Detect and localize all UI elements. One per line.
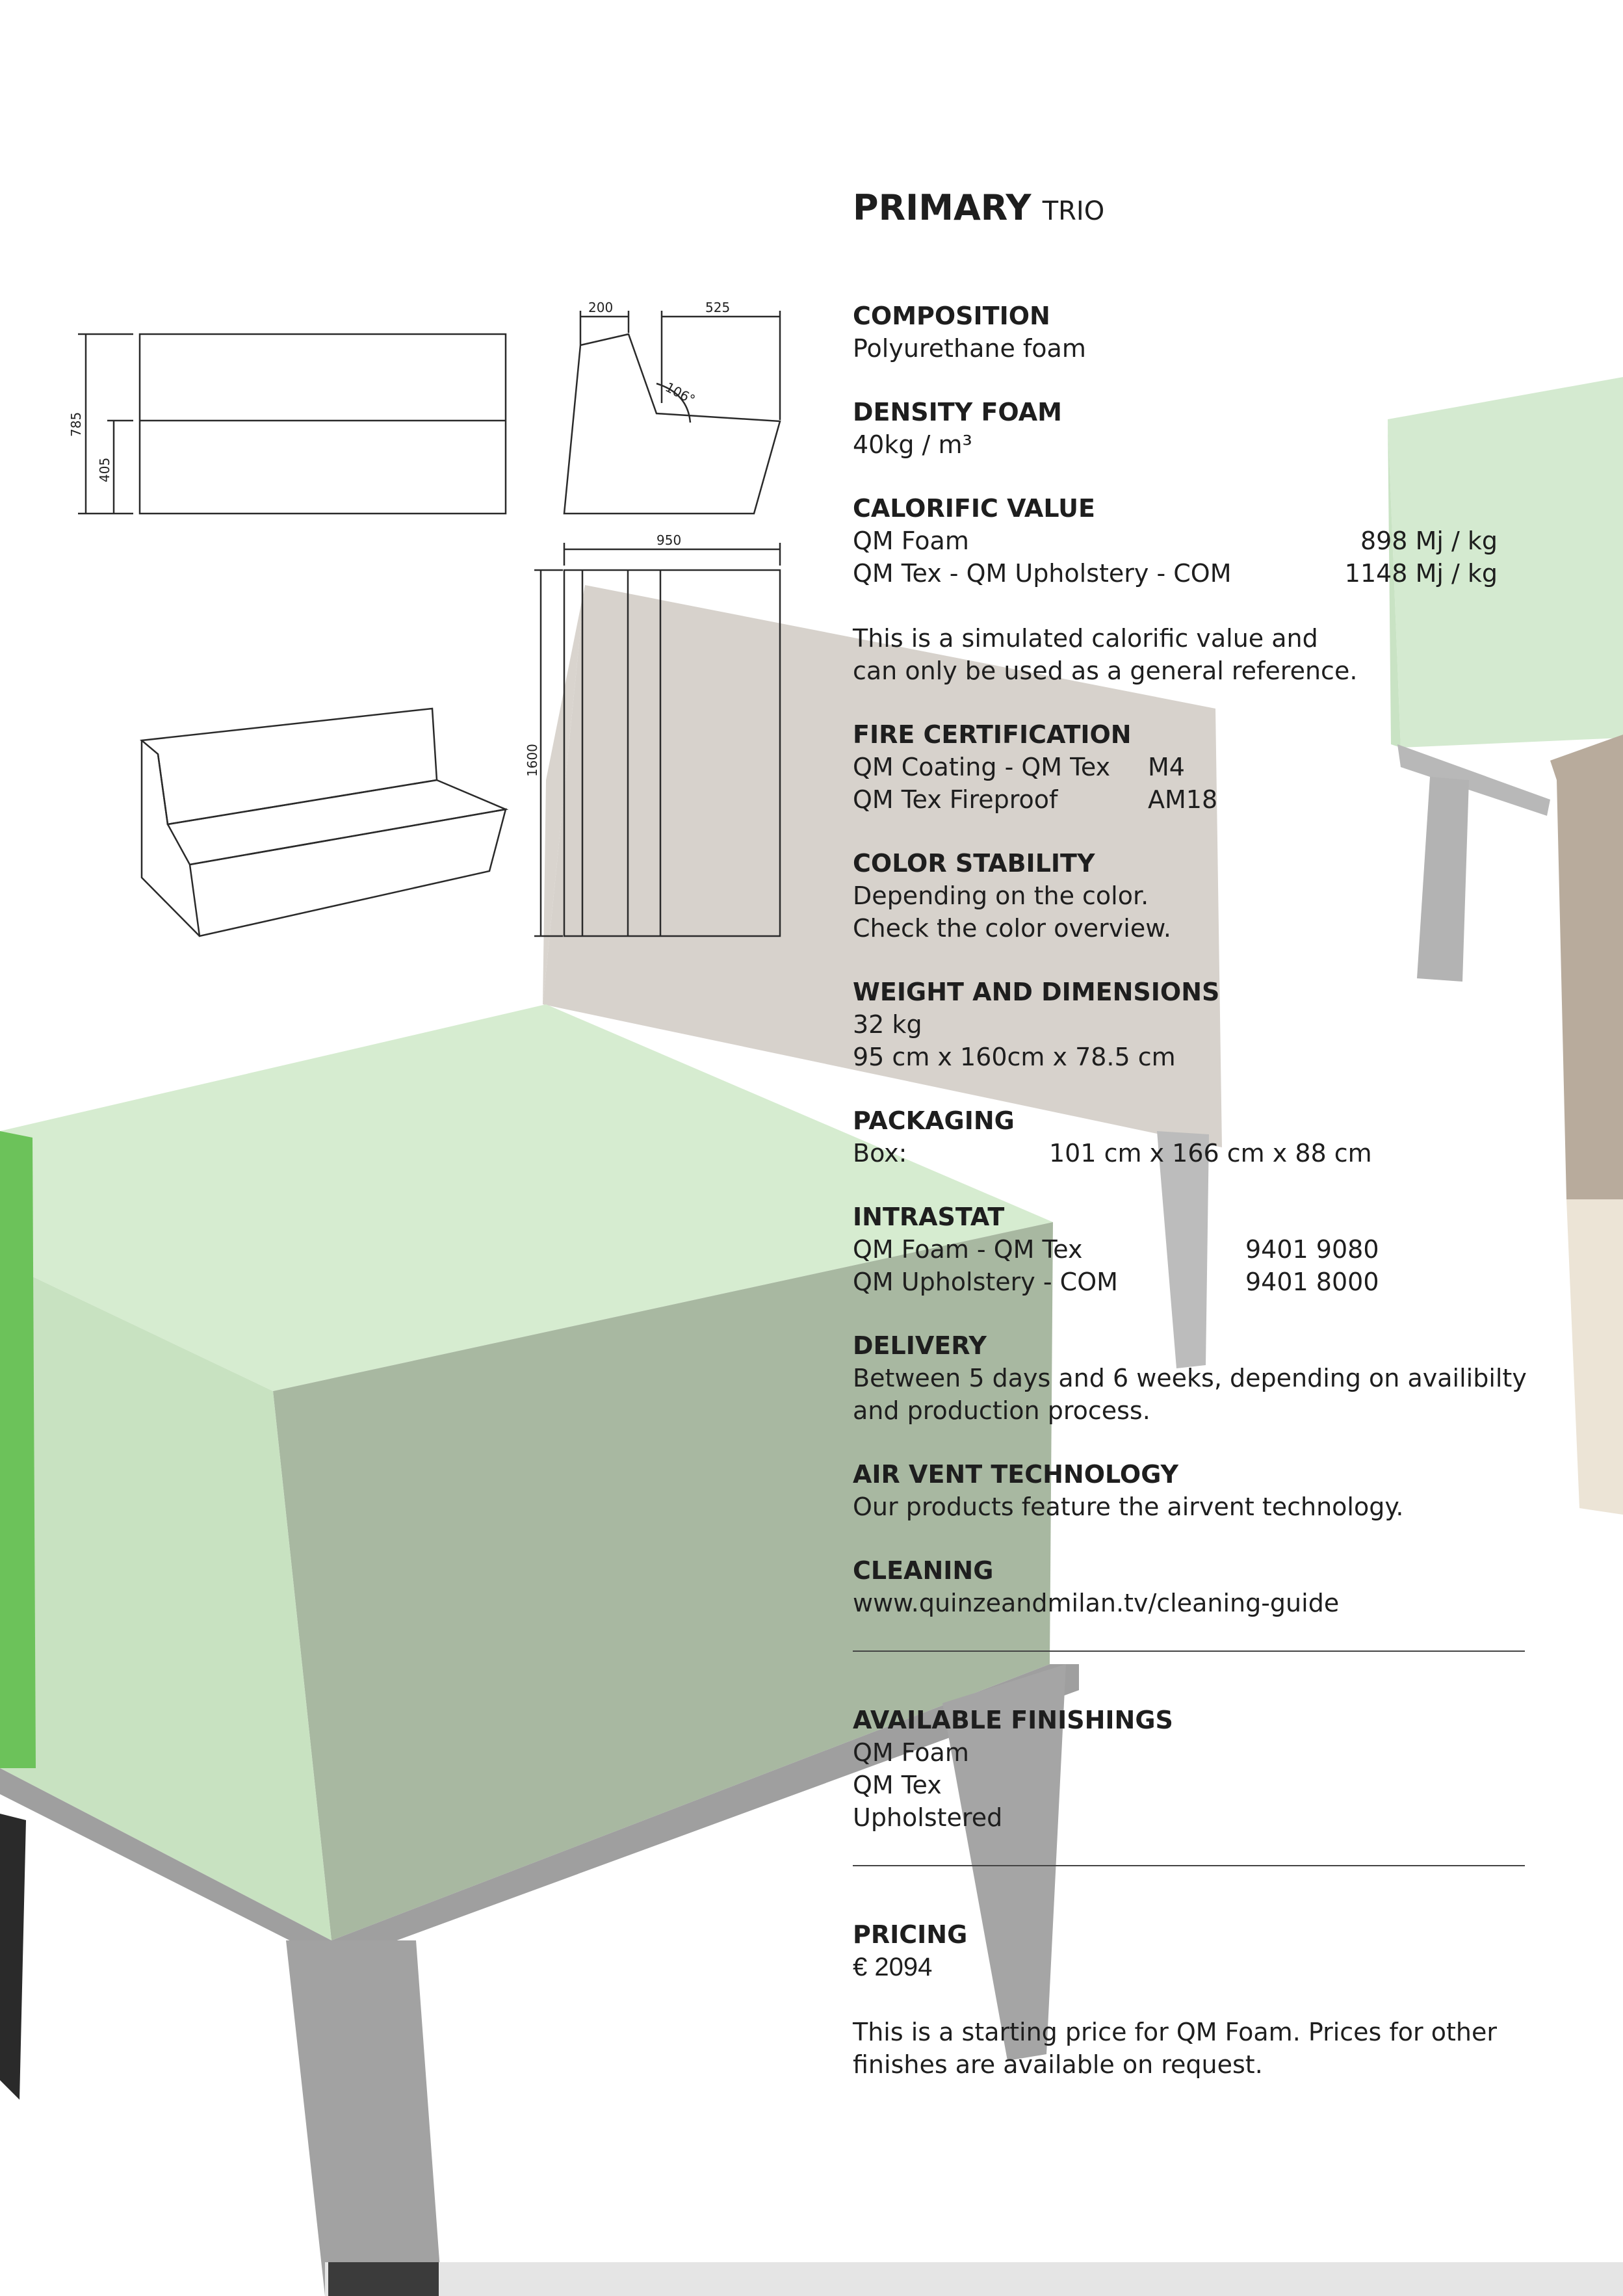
spec-sheet bbox=[853, 189, 1529, 2112]
pricing-section bbox=[853, 1918, 1529, 2081]
product-title bbox=[853, 189, 1529, 227]
dim-label-angle: 106° bbox=[662, 379, 698, 408]
finishing-item: Upholstered bbox=[853, 1803, 1003, 1833]
finishings-heading: AVAILABLE FINISHINGS bbox=[853, 1706, 1173, 1735]
fire-section bbox=[853, 718, 1529, 816]
pricing-note: This is a starting price for QM Foam. Prices for other bbox=[853, 2018, 1497, 2047]
top-view bbox=[525, 532, 780, 936]
dim-label-405: 405 bbox=[97, 457, 112, 482]
airvent-section bbox=[853, 1458, 1529, 1523]
photo-leg-left-c bbox=[0, 1814, 26, 2100]
persp-back bbox=[142, 709, 437, 824]
calorific-heading: CALORIFIC VALUE bbox=[853, 494, 1095, 523]
photo-leg-left-a bbox=[286, 1940, 442, 2296]
side-outline bbox=[564, 334, 780, 514]
finishing-item: QM Tex bbox=[853, 1771, 942, 1800]
photo-seat-brown bbox=[1550, 735, 1623, 1199]
cleaning-link[interactable]: www.quinzeandmilan.tv/cleaning-guide bbox=[853, 1589, 1340, 1618]
fire-value: AM18 bbox=[1148, 785, 1218, 815]
delivery-line: and production process. bbox=[853, 1396, 1150, 1426]
calorific-value: 898 Mj / kg bbox=[1360, 527, 1498, 556]
divider bbox=[853, 1865, 1525, 1866]
packaging-row bbox=[853, 1137, 1529, 1169]
delivery-line: Between 5 days and 6 weeks, depending on availibilty bbox=[853, 1364, 1527, 1393]
technical-drawings bbox=[0, 0, 819, 962]
dim-label-785: 785 bbox=[68, 411, 84, 437]
cleaning-section bbox=[853, 1554, 1529, 1619]
photo-seat-wood bbox=[1566, 1199, 1623, 1515]
composition-section bbox=[853, 300, 1529, 365]
persp-edge bbox=[158, 754, 168, 824]
calorific-row bbox=[853, 525, 1529, 557]
color-heading: COLOR STABILITY bbox=[853, 849, 1095, 878]
front-outline bbox=[140, 334, 506, 514]
side-profile bbox=[564, 300, 780, 514]
persp-front bbox=[190, 809, 506, 936]
calorific-value: 1148 Mj / kg bbox=[1344, 559, 1498, 588]
color-line: Depending on the color. bbox=[853, 881, 1149, 911]
intrastat-row bbox=[853, 1266, 1529, 1298]
divider bbox=[853, 1650, 1525, 1652]
density-text: 40kg / m³ bbox=[853, 430, 972, 460]
dim-label-1600: 1600 bbox=[525, 744, 540, 777]
persp-side bbox=[142, 740, 200, 936]
top-outline bbox=[564, 570, 780, 936]
intrastat-section bbox=[853, 1201, 1529, 1298]
photo-leg-dark-bottom bbox=[328, 2262, 439, 2296]
density-section bbox=[853, 396, 1529, 461]
fire-value: M4 bbox=[1148, 753, 1185, 782]
weight-line: 95 cm x 160cm x 78.5 cm bbox=[853, 1043, 1176, 1072]
delivery-section bbox=[853, 1329, 1529, 1427]
product-name: PRIMARY bbox=[853, 187, 1032, 228]
color-section bbox=[853, 847, 1529, 945]
dim-label-950: 950 bbox=[656, 532, 682, 548]
cleaning-heading: CLEANING bbox=[853, 1556, 994, 1585]
packaging-section bbox=[853, 1104, 1529, 1169]
finishing-item: QM Foam bbox=[853, 1738, 969, 1768]
pricing-note: finishes are available on request. bbox=[853, 2050, 1263, 2080]
fire-label: QM Tex Fireproof bbox=[853, 785, 1058, 815]
intrastat-row bbox=[853, 1233, 1529, 1266]
density-heading: DENSITY FOAM bbox=[853, 398, 1062, 427]
fire-row bbox=[853, 751, 1529, 783]
intrastat-label: QM Upholstery - COM bbox=[853, 1268, 1118, 1297]
fire-row bbox=[853, 783, 1529, 816]
intrastat-label: QM Foam - QM Tex bbox=[853, 1235, 1083, 1264]
packaging-heading: PACKAGING bbox=[853, 1106, 1015, 1136]
product-variant: TRIO bbox=[1042, 196, 1105, 226]
front-elevation bbox=[68, 334, 506, 514]
weight-heading: WEIGHT AND DIMENSIONS bbox=[853, 978, 1220, 1007]
photo-green-edge bbox=[0, 1131, 36, 1768]
calorific-label: QM Tex - QM Upholstery - COM bbox=[853, 559, 1232, 588]
weight-section bbox=[853, 976, 1529, 1073]
fire-label: QM Coating - QM Tex bbox=[853, 753, 1111, 782]
airvent-text: Our products feature the airvent technology. bbox=[853, 1493, 1404, 1522]
packaging-label: Box: bbox=[853, 1139, 907, 1168]
composition-text: Polyurethane foam bbox=[853, 334, 1086, 363]
color-line: Check the color overview. bbox=[853, 914, 1171, 943]
photo-floor-shadow bbox=[325, 2262, 1623, 2296]
finishings-section bbox=[853, 1704, 1529, 1834]
calorific-note: can only be used as a general reference. bbox=[853, 657, 1358, 686]
price-value: € 2094 bbox=[853, 1953, 933, 1982]
calorific-note: This is a simulated calorific value and bbox=[853, 624, 1318, 653]
composition-heading: COMPOSITION bbox=[853, 302, 1050, 331]
calorific-label: QM Foam bbox=[853, 527, 969, 556]
pricing-heading: PRICING bbox=[853, 1920, 968, 1950]
weight-line: 32 kg bbox=[853, 1010, 922, 1039]
delivery-heading: DELIVERY bbox=[853, 1331, 987, 1361]
fire-heading: FIRE CERTIFICATION bbox=[853, 720, 1132, 750]
intrastat-value: 9401 9080 bbox=[1245, 1235, 1379, 1264]
calorific-section bbox=[853, 492, 1529, 687]
intrastat-value: 9401 8000 bbox=[1245, 1268, 1379, 1297]
dim-label-200: 200 bbox=[588, 300, 614, 315]
calorific-row bbox=[853, 557, 1529, 590]
perspective-view bbox=[142, 709, 506, 936]
dim-label-525: 525 bbox=[705, 300, 731, 315]
persp-seat bbox=[168, 780, 506, 865]
intrastat-heading: INTRASTAT bbox=[853, 1203, 1005, 1232]
packaging-value: 101 cm x 166 cm x 88 cm bbox=[1049, 1139, 1372, 1168]
airvent-heading: AIR VENT TECHNOLOGY bbox=[853, 1460, 1179, 1489]
